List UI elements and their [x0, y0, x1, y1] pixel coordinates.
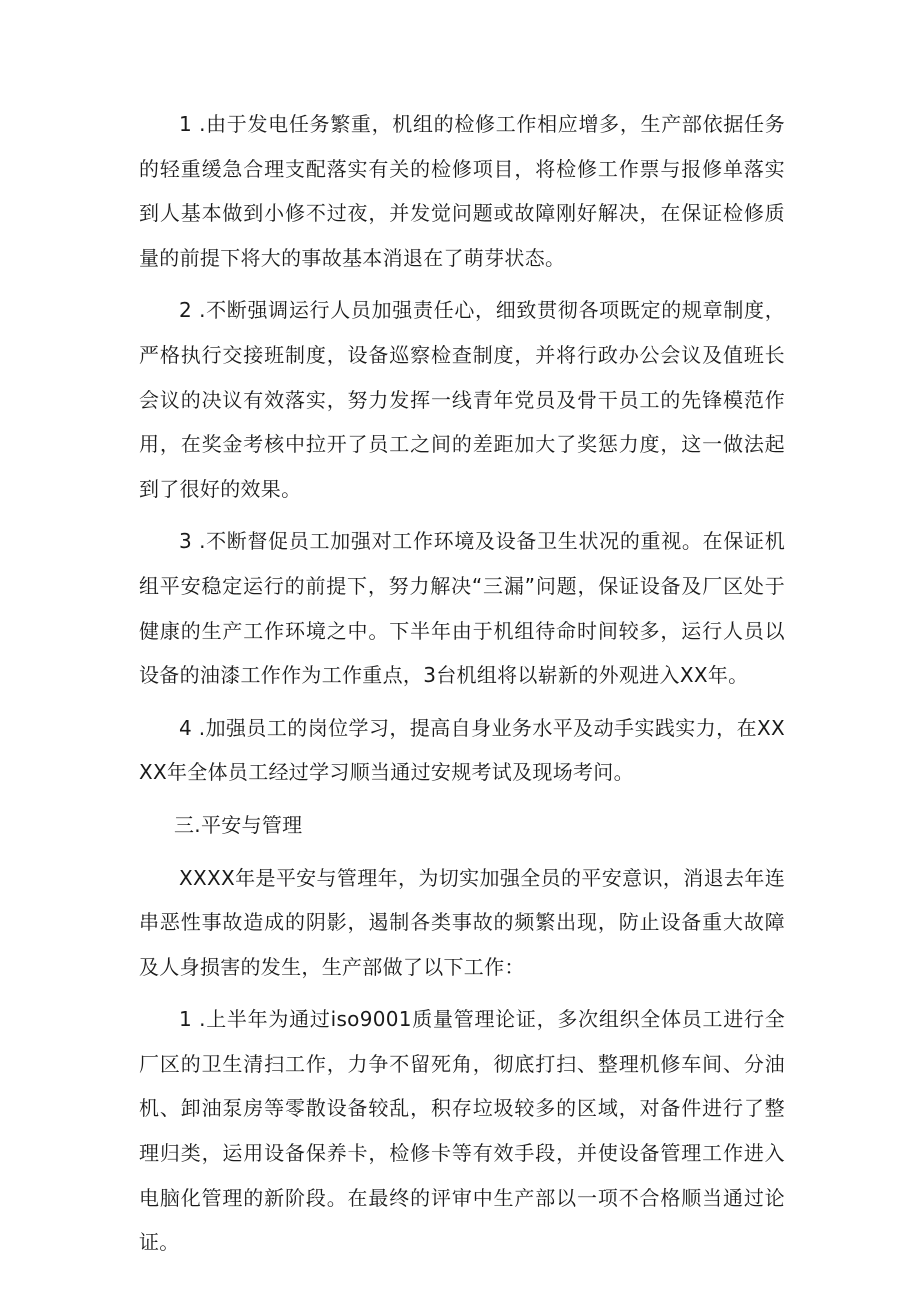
paragraph-item-5: 1 .上半年为通过iso9001质量管理论证，多次组织全体员工进行全厂区的卫生清扫工作，力争不留死角，彻底打扫、整理机修车间、分油机、卸油泵房等零散设备较乱，积存垃圾较多的区域，对备件进行了整理归类，运用设备保养卡，检修卡等有效手段，并使设备管理工作进入电脑化管理的新阶段。在最终的评审中生产部以一项不合格顺当通过论证。: [139, 1007, 785, 1255]
document-body: [139, 102, 785, 1273]
section-intro-paragraph: XXXX年是平安与管理年，为切实加强全员的平安意识，消退去年连串恶性事故造成的阴影，遏制各类事故的频繁出现，防止设备重大故障及人身损害的发生，生产部做了以下工作：: [139, 865, 785, 979]
paragraph-item-4: 4 .加强员工的岗位学习，提高自身业务水平及动手实践实力，在XXXX年全体员工经过学习顺当通过安规考试及现场考问。: [139, 715, 785, 785]
section-heading: 三.平安与管理: [174, 812, 303, 837]
paragraph-item-1: 1 .由于发电任务繁重，机组的检修工作相应增多，生产部依据任务的轻重缓急合理支配落实有关的检修项目，将检修工作票与报修单落实到人基本做到小修不过夜，并发觉问题或故障刚好解决，在保证检修质量的前提下将大的事故基本消退在了萌芽状态。: [139, 112, 785, 270]
paragraph-item-2: 2 .不断强调运行人员加强责任心，细致贯彻各项既定的规章制度，严格执行交接班制度，设备巡察检查制度，并将行政办公会议及值班长会议的决议有效落实，努力发挥一线青年党员及骨干员工的先锋模范作用，在奖金考核中拉开了员工之间的差距加大了奖惩力度，这一做法起到了很好的效果。: [139, 298, 785, 501]
paragraph-item-3: 3 .不断督促员工加强对工作环境及设备卫生状况的重视。在保证机组平安稳定运行的前提下，努力解决“三漏”问题，保证设备及厂区处于健康的生产工作环境之中。下半年由于机组待命时间较多，运行人员以设备的油漆工作作为工作重点，3台机组将以崭新的外观进入XX年。: [139, 529, 785, 688]
